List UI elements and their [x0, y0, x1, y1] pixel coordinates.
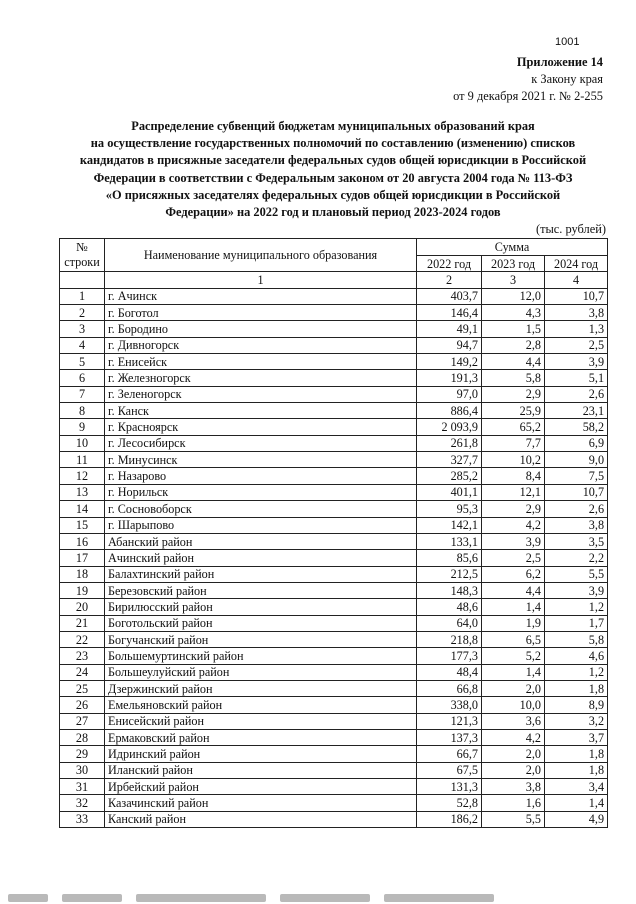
municipality-name-cell: г. Сосновоборск [105, 501, 417, 517]
header-year-2022: 2022 год [417, 256, 482, 272]
municipality-name-cell: Казачинский район [105, 795, 417, 811]
table-row [60, 615, 608, 631]
amount-2022-cell: 66,7 [417, 746, 482, 762]
row-number-cell: 19 [60, 582, 105, 598]
table-row [60, 337, 608, 353]
page-number: 1001 [555, 36, 580, 48]
amount-2022-cell: 48,4 [417, 664, 482, 680]
amount-2022-cell: 52,8 [417, 795, 482, 811]
table-row [60, 729, 608, 745]
table-row [60, 550, 608, 566]
table-row [60, 435, 608, 451]
amount-2023-cell: 1,4 [482, 664, 545, 680]
appendix-date: от 9 декабря 2021 г. № 2-255 [453, 89, 603, 103]
row-number-cell: 26 [60, 697, 105, 713]
table-row [60, 501, 608, 517]
amount-2023-cell: 2,8 [482, 337, 545, 353]
amount-2023-cell: 10,2 [482, 452, 545, 468]
municipality-name-cell: Идринский район [105, 746, 417, 762]
amount-2024-cell: 1,2 [545, 599, 608, 615]
municipality-name-cell: Ермаковский район [105, 729, 417, 745]
amount-2022-cell: 261,8 [417, 435, 482, 451]
amount-2023-cell: 5,8 [482, 370, 545, 386]
amount-2023-cell: 1,5 [482, 321, 545, 337]
amount-2024-cell: 3,8 [545, 305, 608, 321]
row-number-cell: 29 [60, 746, 105, 762]
municipality-name-cell: Бирилюсский район [105, 599, 417, 615]
municipality-name-cell: Ачинский район [105, 550, 417, 566]
amount-2024-cell: 2,5 [545, 337, 608, 353]
table-row [60, 779, 608, 795]
header-col-index-3: 3 [482, 272, 545, 288]
row-number-cell: 13 [60, 484, 105, 500]
amount-2023-cell: 1,6 [482, 795, 545, 811]
row-number-cell: 25 [60, 680, 105, 696]
municipality-name-cell: г. Боготол [105, 305, 417, 321]
header-col-index-2: 2 [417, 272, 482, 288]
table-row [60, 452, 608, 468]
title-line-5: «О присяжных заседателях федеральных судов общей юрисдикции в Российской [105, 187, 561, 202]
amount-2022-cell: 133,1 [417, 533, 482, 549]
municipality-name-cell: г. Канск [105, 403, 417, 419]
amount-2024-cell: 4,9 [545, 811, 608, 827]
amount-2023-cell: 4,3 [482, 305, 545, 321]
amount-2022-cell: 85,6 [417, 550, 482, 566]
amount-2024-cell: 3,4 [545, 779, 608, 795]
header-year-2023: 2023 год [482, 256, 545, 272]
amount-2022-cell: 285,2 [417, 468, 482, 484]
municipality-name-cell: Березовский район [105, 582, 417, 598]
municipality-name-cell: г. Минусинск [105, 452, 417, 468]
table-row [60, 354, 608, 370]
municipality-name-cell: Большеулуйский район [105, 664, 417, 680]
amount-2024-cell: 8,9 [545, 697, 608, 713]
amount-2022-cell: 177,3 [417, 648, 482, 664]
row-number-cell: 4 [60, 337, 105, 353]
row-number-cell: 17 [60, 550, 105, 566]
municipality-name-cell: Абанский район [105, 533, 417, 549]
municipality-name-cell: г. Зеленогорск [105, 386, 417, 402]
amount-2022-cell: 48,6 [417, 599, 482, 615]
amount-2023-cell: 2,5 [482, 550, 545, 566]
table-row [60, 419, 608, 435]
amount-2023-cell: 8,4 [482, 468, 545, 484]
amount-2024-cell: 10,7 [545, 484, 608, 500]
next-page-bleed [0, 888, 636, 904]
table-row [60, 599, 608, 615]
amount-2023-cell: 12,0 [482, 288, 545, 304]
amount-2024-cell: 3,5 [545, 533, 608, 549]
amount-2024-cell: 4,6 [545, 648, 608, 664]
table-row [60, 484, 608, 500]
municipality-name-cell: г. Ачинск [105, 288, 417, 304]
table-row [60, 566, 608, 582]
amount-2022-cell: 148,3 [417, 582, 482, 598]
municipality-name-cell: Боготольский район [105, 615, 417, 631]
amount-2024-cell: 5,5 [545, 566, 608, 582]
table-row [60, 517, 608, 533]
row-number-cell: 33 [60, 811, 105, 827]
amount-2022-cell: 49,1 [417, 321, 482, 337]
row-number-cell: 16 [60, 533, 105, 549]
row-number-cell: 27 [60, 713, 105, 729]
table-row [60, 713, 608, 729]
table-body [60, 288, 608, 827]
amount-2023-cell: 2,0 [482, 680, 545, 696]
table-row [60, 746, 608, 762]
amount-2024-cell: 3,2 [545, 713, 608, 729]
municipality-name-cell: Канский район [105, 811, 417, 827]
amount-2024-cell: 1,7 [545, 615, 608, 631]
header-sum: Сумма [417, 239, 608, 256]
row-number-cell: 11 [60, 452, 105, 468]
amount-2024-cell: 1,3 [545, 321, 608, 337]
row-number-cell: 10 [60, 435, 105, 451]
amount-2024-cell: 23,1 [545, 403, 608, 419]
amount-2022-cell: 97,0 [417, 386, 482, 402]
table-row [60, 288, 608, 304]
amount-2023-cell: 4,2 [482, 517, 545, 533]
table-row [60, 762, 608, 778]
row-number-cell: 30 [60, 762, 105, 778]
table-row [60, 811, 608, 827]
municipality-name-cell: г. Дивногорск [105, 337, 417, 353]
table-row [60, 403, 608, 419]
amount-2024-cell: 3,9 [545, 354, 608, 370]
amount-2022-cell: 66,8 [417, 680, 482, 696]
amount-2024-cell: 10,7 [545, 288, 608, 304]
header-col-index-0 [60, 272, 105, 288]
row-number-cell: 15 [60, 517, 105, 533]
municipality-name-cell: г. Красноярск [105, 419, 417, 435]
amount-2022-cell: 403,7 [417, 288, 482, 304]
row-number-cell: 2 [60, 305, 105, 321]
amount-2023-cell: 4,4 [482, 354, 545, 370]
amount-2022-cell: 142,1 [417, 517, 482, 533]
municipality-name-cell: Балахтинский район [105, 566, 417, 582]
row-number-cell: 32 [60, 795, 105, 811]
row-number-cell: 8 [60, 403, 105, 419]
amount-2024-cell: 1,2 [545, 664, 608, 680]
amount-2023-cell: 3,8 [482, 779, 545, 795]
row-number-cell: 18 [60, 566, 105, 582]
municipality-name-cell: Емельяновский район [105, 697, 417, 713]
amount-2022-cell: 67,5 [417, 762, 482, 778]
header-col-index-1: 1 [105, 272, 417, 288]
table-row [60, 582, 608, 598]
appendix-title: Приложение 14 [516, 55, 603, 69]
row-number-cell: 12 [60, 468, 105, 484]
table-row [60, 680, 608, 696]
row-number-cell: 20 [60, 599, 105, 615]
amount-2023-cell: 7,7 [482, 435, 545, 451]
amount-2022-cell: 137,3 [417, 729, 482, 745]
amount-2023-cell: 2,9 [482, 501, 545, 517]
amount-2024-cell: 9,0 [545, 452, 608, 468]
amount-2023-cell: 5,2 [482, 648, 545, 664]
amount-2023-cell: 2,0 [482, 762, 545, 778]
municipality-name-cell: Дзержинский район [105, 680, 417, 696]
title-line-1: Распределение субвенций бюджетам муниципальных образований края [131, 119, 535, 133]
table-row [60, 533, 608, 549]
title-line-4: Федерации в соответствии с Федеральным законом от 20 августа 2004 года № 113-ФЗ [93, 170, 573, 185]
amount-2023-cell: 2,9 [482, 386, 545, 402]
municipality-name-cell: г. Бородино [105, 321, 417, 337]
municipality-name-cell: Богучанский район [105, 631, 417, 647]
appendix-law-ref: к Закону края [531, 72, 603, 86]
amount-2023-cell: 5,5 [482, 811, 545, 827]
amount-2023-cell: 4,2 [482, 729, 545, 745]
amount-2022-cell: 186,2 [417, 811, 482, 827]
amount-2022-cell: 2 093,9 [417, 419, 482, 435]
amount-2022-cell: 95,3 [417, 501, 482, 517]
amount-2024-cell: 5,8 [545, 631, 608, 647]
amount-2024-cell: 2,6 [545, 386, 608, 402]
amount-2024-cell: 3,9 [545, 582, 608, 598]
table-row [60, 305, 608, 321]
header-col-index-4: 4 [545, 272, 608, 288]
amount-2024-cell: 1,4 [545, 795, 608, 811]
title-line-3: кандидатов в присяжные заседатели федеральных судов общей юрисдикции в Российской [79, 153, 587, 168]
municipality-name-cell: Большемуртинский район [105, 648, 417, 664]
amount-2024-cell: 3,8 [545, 517, 608, 533]
amount-2023-cell: 3,9 [482, 533, 545, 549]
amount-2024-cell: 2,2 [545, 550, 608, 566]
row-number-cell: 1 [60, 288, 105, 304]
row-number-cell: 6 [60, 370, 105, 386]
municipality-name-cell: г. Енисейск [105, 354, 417, 370]
title-line-2: на осуществление государственных полномочий по составлению (изменению) списков [90, 136, 576, 151]
municipality-name-cell: Ирбейский район [105, 779, 417, 795]
document-title [60, 118, 606, 221]
amount-2022-cell: 149,2 [417, 354, 482, 370]
table-row [60, 386, 608, 402]
row-number-cell: 14 [60, 501, 105, 517]
amount-2024-cell: 1,8 [545, 762, 608, 778]
amount-2022-cell: 146,4 [417, 305, 482, 321]
appendix-block [453, 54, 603, 105]
amount-2022-cell: 121,3 [417, 713, 482, 729]
row-number-cell: 24 [60, 664, 105, 680]
row-number-cell: 22 [60, 631, 105, 647]
row-number-cell: 5 [60, 354, 105, 370]
amount-2023-cell: 6,2 [482, 566, 545, 582]
municipality-name-cell: г. Железногорск [105, 370, 417, 386]
amount-2023-cell: 12,1 [482, 484, 545, 500]
table-row [60, 468, 608, 484]
amount-2023-cell: 3,6 [482, 713, 545, 729]
table-row [60, 795, 608, 811]
table-row [60, 321, 608, 337]
amount-2022-cell: 131,3 [417, 779, 482, 795]
amount-2023-cell: 1,9 [482, 615, 545, 631]
amount-2022-cell: 218,8 [417, 631, 482, 647]
amount-2022-cell: 212,5 [417, 566, 482, 582]
title-line-6: Федерации» на 2022 год и плановый период 2023-2024 годов [165, 205, 501, 220]
table-row [60, 664, 608, 680]
municipality-name-cell: г. Шарыпово [105, 517, 417, 533]
amount-2023-cell: 10,0 [482, 697, 545, 713]
amount-2024-cell: 2,6 [545, 501, 608, 517]
amount-2023-cell: 4,4 [482, 582, 545, 598]
amount-2024-cell: 1,8 [545, 746, 608, 762]
municipality-name-cell: г. Норильск [105, 484, 417, 500]
amount-2022-cell: 327,7 [417, 452, 482, 468]
amount-2024-cell: 1,8 [545, 680, 608, 696]
municipality-name-cell: Иланский район [105, 762, 417, 778]
amount-2022-cell: 64,0 [417, 615, 482, 631]
row-number-cell: 9 [60, 419, 105, 435]
table-row [60, 370, 608, 386]
header-row-number: № строки [60, 239, 105, 272]
amount-2024-cell: 6,9 [545, 435, 608, 451]
amount-2024-cell: 5,1 [545, 370, 608, 386]
amount-2024-cell: 7,5 [545, 468, 608, 484]
subvention-table [59, 238, 608, 828]
amount-2023-cell: 6,5 [482, 631, 545, 647]
row-number-cell: 31 [60, 779, 105, 795]
units-label: (тыс. рублей) [535, 222, 606, 236]
municipality-name-cell: Енисейский район [105, 713, 417, 729]
amount-2022-cell: 191,3 [417, 370, 482, 386]
amount-2022-cell: 338,0 [417, 697, 482, 713]
amount-2022-cell: 886,4 [417, 403, 482, 419]
table-row [60, 631, 608, 647]
row-number-cell: 23 [60, 648, 105, 664]
row-number-cell: 7 [60, 386, 105, 402]
amount-2023-cell: 2,0 [482, 746, 545, 762]
municipality-name-cell: г. Лесосибирск [105, 435, 417, 451]
amount-2022-cell: 401,1 [417, 484, 482, 500]
table-row [60, 697, 608, 713]
row-number-cell: 3 [60, 321, 105, 337]
header-municipality-name: Наименование муниципального образования [105, 239, 417, 272]
municipality-name-cell: г. Назарово [105, 468, 417, 484]
amount-2023-cell: 25,9 [482, 403, 545, 419]
header-year-2024: 2024 год [545, 256, 608, 272]
amount-2024-cell: 58,2 [545, 419, 608, 435]
table-row [60, 648, 608, 664]
row-number-cell: 21 [60, 615, 105, 631]
amount-2023-cell: 1,4 [482, 599, 545, 615]
row-number-cell: 28 [60, 729, 105, 745]
amount-2024-cell: 3,7 [545, 729, 608, 745]
amount-2023-cell: 65,2 [482, 419, 545, 435]
amount-2022-cell: 94,7 [417, 337, 482, 353]
